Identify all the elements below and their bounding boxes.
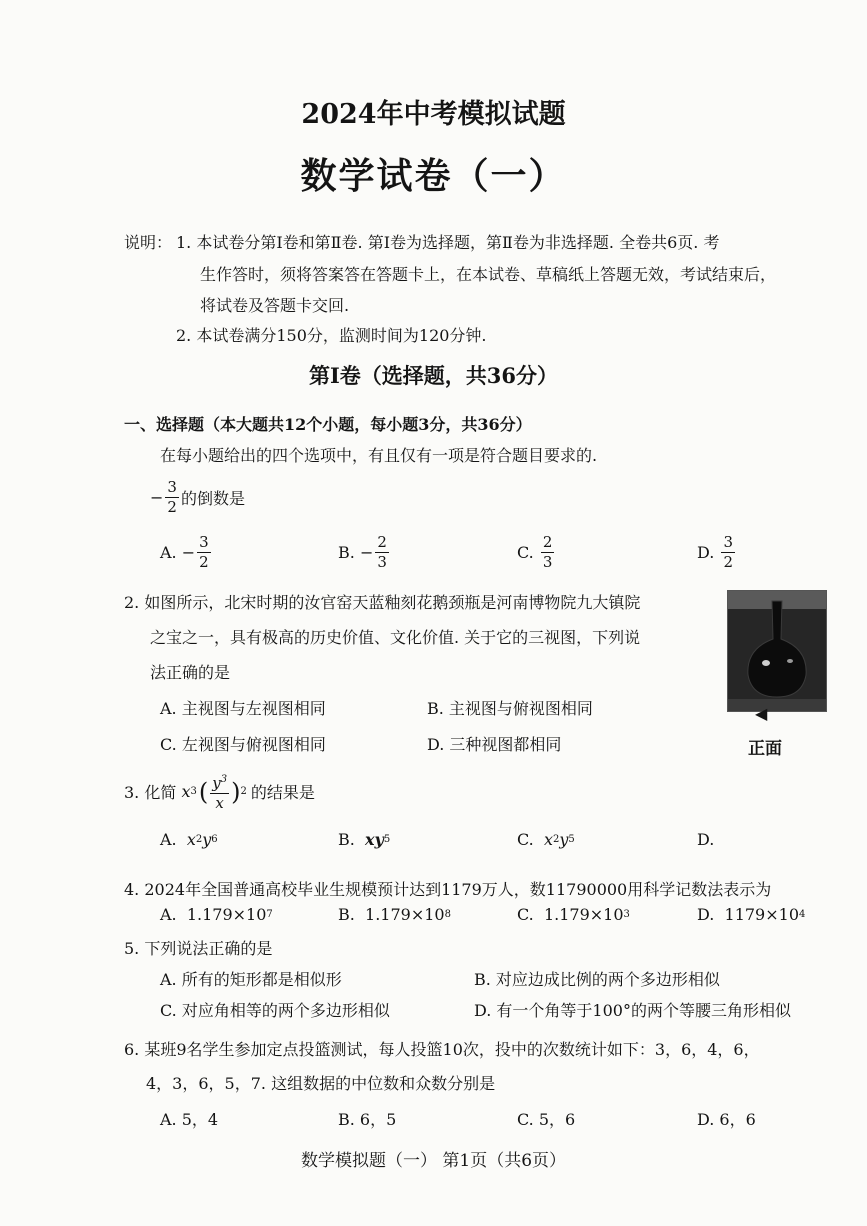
q3-option-c-base1: x xyxy=(543,830,553,849)
q4-stem: 4. 2024年全国普通高校毕业生规模预计达到1179万人，数11790000用科学记数法表示为 xyxy=(124,880,772,899)
q3-option-c-label: C. xyxy=(517,830,534,849)
q4-option-d xyxy=(697,905,805,924)
q3-option-c-base2: y xyxy=(559,830,569,849)
q6-option-c: C. 5，6 xyxy=(517,1110,576,1129)
q6-option-b: B. 6，5 xyxy=(338,1110,397,1129)
q3-suffix: 的结果是 xyxy=(250,783,315,802)
image-caption: 正面 xyxy=(748,739,782,759)
q3-option-a-label: A. xyxy=(160,830,177,849)
q1-option-b-fraction xyxy=(375,533,389,572)
section-title: 第Ⅰ卷（选择题，共36分） xyxy=(308,363,559,388)
q3-y: y xyxy=(212,774,221,792)
note-2: 2. 本试卷满分150分，监测时间为120分钟. xyxy=(176,326,487,345)
notes-label: 说明： xyxy=(124,233,173,252)
q1-option-b-sign: − xyxy=(359,543,374,562)
q4-option-a xyxy=(160,905,273,924)
direction-arrow-icon: ◀ xyxy=(755,704,768,723)
q3-stem xyxy=(124,770,315,813)
vase-photo xyxy=(727,590,827,712)
q3-denominator: x xyxy=(215,794,224,812)
q5-option-c: C. 对应角相等的两个多边形相似 xyxy=(160,1001,390,1020)
q1-option-b-den: 3 xyxy=(377,553,387,571)
q3-option-b xyxy=(338,830,390,849)
q1-option-a-sign: − xyxy=(181,543,196,562)
q1-option-d xyxy=(697,533,737,572)
note-1-line-2: 生作答时，须将答案答在答题卡上，在本试卷、草稿纸上答题无效，考试结束后， xyxy=(200,265,777,284)
q2-option-a: A. 主视图与左视图相同 xyxy=(160,699,326,718)
q1-option-c-label: C. xyxy=(517,543,534,562)
q3-open-paren: ( xyxy=(198,777,209,806)
q2-line-3: 法正确的是 xyxy=(150,663,231,682)
q1-option-b-num: 2 xyxy=(377,533,387,551)
vase-illustration xyxy=(728,591,826,711)
q4-option-c-exp: 3 xyxy=(623,909,630,920)
q3-option-a-base1: x xyxy=(186,830,196,849)
q3-option-d xyxy=(697,830,714,849)
exam-subtitle: 数学试卷（一） xyxy=(300,155,567,197)
section-instruction: 在每小题给出的四个选项中，有且仅有一项是符合题目要求的. xyxy=(160,446,598,465)
q4-option-c xyxy=(517,905,630,924)
q3-option-a-exp2: 6 xyxy=(211,834,218,845)
q4-option-d-text: 1179×10 xyxy=(724,905,799,924)
page-footer: 数学模拟题（一） 第1页（共6页） xyxy=(300,1151,567,1171)
q1-option-b-label: B. xyxy=(338,543,355,562)
q2-option-d: D. 三种视图都相同 xyxy=(427,735,562,754)
q4-option-c-label: C. xyxy=(517,905,534,924)
q1-fraction xyxy=(165,478,179,517)
q4-option-b-label: B. xyxy=(338,905,355,924)
q3-option-b-base1: xy xyxy=(365,830,384,849)
q3-option-c-exp2: 5 xyxy=(568,834,575,845)
q3-option-b-exp1: 5 xyxy=(383,834,391,845)
q2-option-b: B. 主视图与俯视图相同 xyxy=(427,699,593,718)
q5-option-b: B. 对应边成比例的两个多边形相似 xyxy=(474,970,720,989)
q1-option-c-num: 2 xyxy=(542,533,553,551)
section-heading: 一、选择题（本大题共12个小题，每小题3分，共36分） xyxy=(124,415,532,434)
q1-option-a xyxy=(160,533,213,572)
q3-x: x xyxy=(181,782,191,801)
q5-option-d: D. 有一个角等于100°的两个等腰三角形相似 xyxy=(474,1001,791,1020)
q1-stem-suffix: 的倒数是 xyxy=(180,489,245,508)
q1-option-a-den: 2 xyxy=(199,553,209,571)
q1-option-d-label: D. xyxy=(697,543,715,562)
q3-option-d-label: D. xyxy=(697,830,715,849)
q4-option-d-label: D. xyxy=(697,905,715,924)
q3-option-b-label: B. xyxy=(338,830,355,849)
q3-option-c-exp1: 2 xyxy=(552,834,560,845)
note-1-line-1: 1. 本试卷分第Ⅰ卷和第Ⅱ卷. 第Ⅰ卷为选择题，第Ⅱ卷为非选择题. 全卷共6页. 考 xyxy=(176,233,720,252)
q6-option-a: A. 5，4 xyxy=(160,1110,219,1129)
q1-option-c-fraction xyxy=(541,533,555,572)
q4-option-d-exp: 4 xyxy=(799,909,806,920)
q3-x-exp: 3 xyxy=(190,786,197,797)
note-1-line-3: 将试卷及答题卡交回. xyxy=(200,296,350,315)
q4-option-a-label: A. xyxy=(160,905,177,924)
q1-stem xyxy=(150,478,245,517)
q1-option-c xyxy=(517,533,556,572)
q1-option-d-num: 3 xyxy=(723,533,733,551)
q4-option-b-text: 1.179×10 xyxy=(365,905,445,924)
exam-title: 2024年中考模拟试题 xyxy=(301,99,566,130)
q6-option-d: D. 6，6 xyxy=(697,1110,756,1129)
q3-y-exp: 3 xyxy=(220,774,228,785)
q1-option-c-den: 3 xyxy=(542,553,553,571)
q1-option-a-num: 3 xyxy=(199,533,209,551)
q1-option-a-label: A. xyxy=(160,543,177,562)
q4-option-b xyxy=(338,905,451,924)
q3-prefix: 3. 化简 xyxy=(124,783,177,802)
q3-outer-exp: 2 xyxy=(240,786,247,797)
q3-fraction xyxy=(210,770,229,813)
q2-option-c: C. 左视图与俯视图相同 xyxy=(160,735,326,754)
q1-sign: − xyxy=(150,488,164,507)
q1-option-a-fraction xyxy=(197,533,211,572)
q3-option-a xyxy=(160,830,218,849)
q3-option-c xyxy=(517,830,575,849)
q3-option-a-exp1: 2 xyxy=(195,834,203,845)
q6-line-1: 6. 某班9名学生参加定点投篮测试，每人投篮10次，投中的次数统计如下：3，6，4，6， xyxy=(124,1040,760,1059)
q1-denominator: 2 xyxy=(167,498,177,516)
q4-option-a-text: 1.179×10 xyxy=(186,905,267,924)
q2-line-1: 2. 如图所示，北宋时期的汝官窑天蓝釉刻花鹅颈瓶是河南博物院九大镇院 xyxy=(124,593,641,612)
q2-line-2: 之宝之一，具有极高的历史价值、文化价值. 关于它的三视图，下列说 xyxy=(150,628,641,647)
q4-option-a-exp: 7 xyxy=(266,909,273,920)
q1-numerator: 3 xyxy=(167,478,177,496)
q5-option-a: A. 所有的矩形都是相似形 xyxy=(160,970,342,989)
q3-close-paren: ) xyxy=(231,777,241,806)
q5-stem: 5. 下列说法正确的是 xyxy=(124,939,273,958)
q1-option-d-fraction xyxy=(721,533,735,572)
q4-option-b-exp: 8 xyxy=(444,909,451,920)
q1-option-b xyxy=(338,533,391,572)
q1-option-d-den: 2 xyxy=(723,553,733,571)
q6-line-2: 4，3，6，5，7. 这组数据的中位数和众数分别是 xyxy=(146,1074,496,1093)
q3-numerator xyxy=(210,770,229,794)
q4-option-c-text: 1.179×10 xyxy=(543,905,624,924)
q3-option-a-base2: y xyxy=(202,830,212,849)
